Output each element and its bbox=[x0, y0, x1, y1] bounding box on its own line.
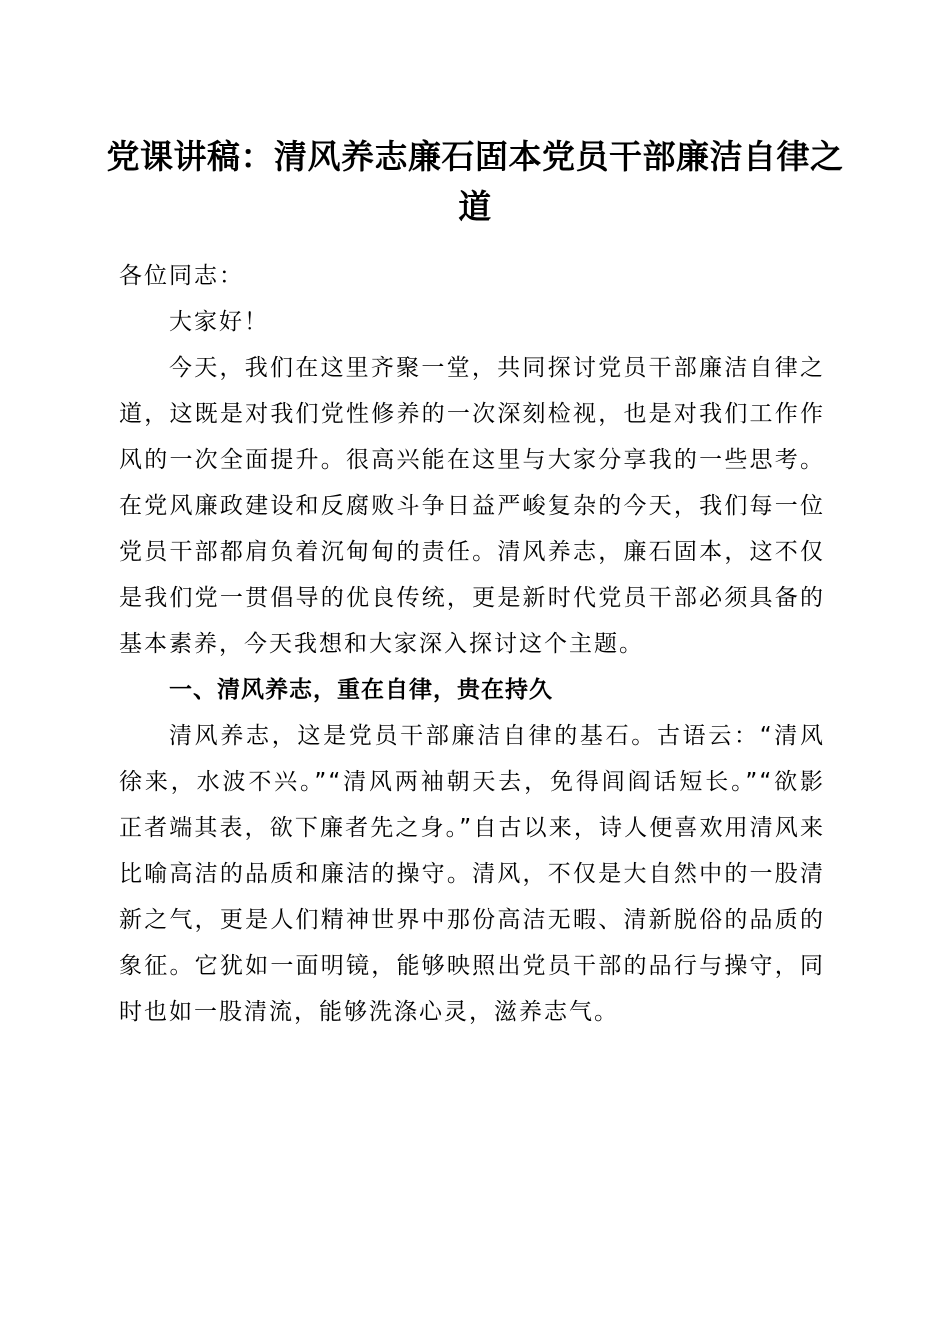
section-heading: 一、清风养志，重在自律，贵在持久 bbox=[169, 677, 553, 703]
greeting: 大家好！ bbox=[169, 309, 269, 335]
document-body bbox=[119, 253, 825, 1035]
document-title: 党课讲稿：清风养志廉石固本党员干部廉洁自律之道 bbox=[106, 137, 844, 226]
intro-paragraph: 今天，我们在这里齐聚一堂，共同探讨党员干部廉洁自律之道，这既是对我们党性修养的一次深刻检视，也是对我们工作作风的一次全面提升。很高兴能在这里与大家分享我的一些思考。在党风廉政建设和反腐败斗争日益严峻复杂的今天，我们每一位党员干部都肩负着沉甸甸的责任。清风养志，廉石固本，这不仅是我们党一贯倡导的优良传统，更是新时代党员干部必须具备的基本素养，今天我想和大家深入探讨这个主题。 bbox=[119, 355, 825, 657]
section-paragraph: 清风养志，这是党员干部廉洁自律的基石。古语云：“清风徐来，水波不兴。”“清风两袖朝天去，免得闾阎话短长。”“欲影正者端其表，欲下廉者先之身。”自古以来，诗人便喜欢用清风来比喻高洁的品质和廉洁的操守。清风，不仅是大自然中的一股清新之气，更是人们精神世界中那份高洁无暇、清新脱俗的品质的象征。它犹如一面明镜，能够映照出党员干部的品行与操守，同时也如一股清流，能够洗涤心灵，滋养志气。 bbox=[119, 723, 825, 1025]
salutation: 各位同志： bbox=[119, 263, 244, 289]
